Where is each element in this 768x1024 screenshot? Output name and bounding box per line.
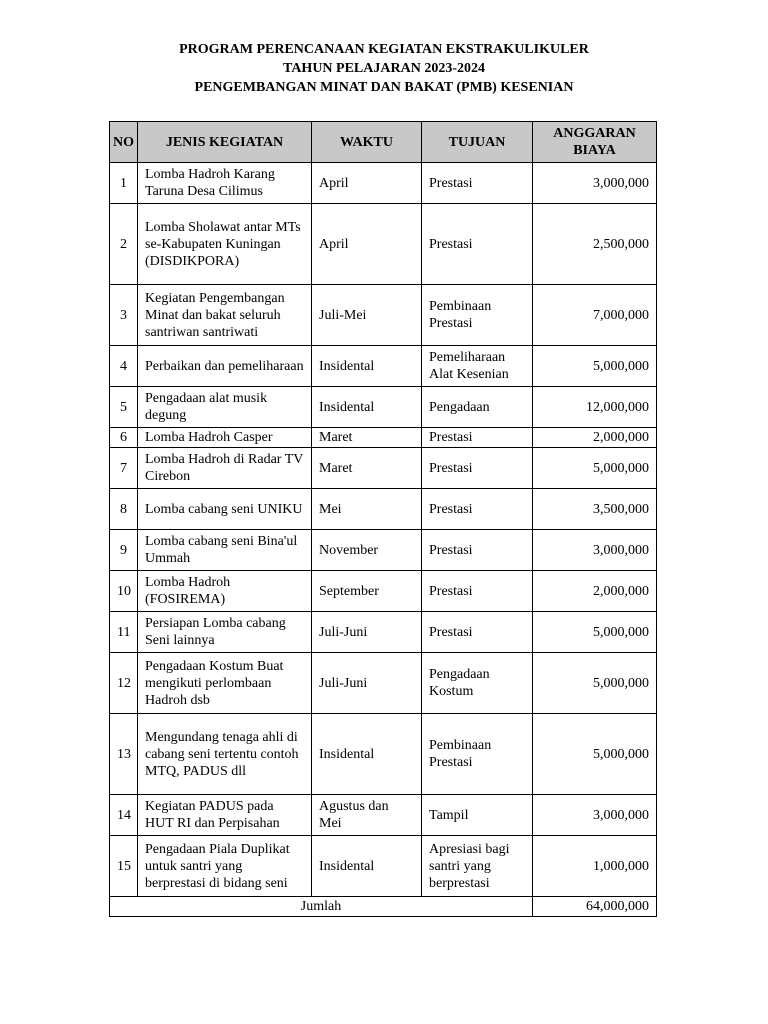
title-line-3: PENGEMBANGAN MINAT DAN BAKAT (PMB) KESENIAN [194, 80, 574, 95]
cell-no: 3 [110, 285, 138, 346]
table-row [110, 387, 657, 428]
cell-tujuan: Prestasi [422, 163, 533, 204]
cell-tujuan: Apresiasi bagi santri yang berprestasi [422, 836, 533, 897]
cell-no: 11 [110, 612, 138, 653]
cell-jenis-kegiatan: Persiapan Lomba cabang Seni lainnya [138, 612, 312, 653]
cell-no: 12 [110, 653, 138, 714]
table-row [110, 653, 657, 714]
cell-tujuan: Pembinaan Prestasi [422, 285, 533, 346]
cell-no: 7 [110, 448, 138, 489]
cell-tujuan: Pembinaan Prestasi [422, 714, 533, 795]
total-amount: 64,000,000 [533, 897, 657, 917]
table-row [110, 836, 657, 897]
cell-tujuan: Prestasi [422, 571, 533, 612]
cell-waktu: September [312, 571, 422, 612]
cell-tujuan: Pemeliharaan Alat Kesenian [422, 346, 533, 387]
table-row [110, 163, 657, 204]
title-line-2: TAHUN PELAJARAN 2023-2024 [283, 61, 485, 76]
cell-anggaran-biaya: 5,000,000 [533, 448, 657, 489]
cell-anggaran-biaya: 5,000,000 [533, 612, 657, 653]
header-anggaran-biaya: ANGGARAN BIAYA [533, 122, 657, 163]
cell-jenis-kegiatan: Lomba Hadroh Karang Taruna Desa Cilimus [138, 163, 312, 204]
table-header-row [110, 122, 657, 163]
cell-jenis-kegiatan: Pengadaan alat musik degung [138, 387, 312, 428]
cell-jenis-kegiatan: Mengundang tenaga ahli di cabang seni tertentu contoh MTQ, PADUS dll [138, 714, 312, 795]
cell-anggaran-biaya: 3,000,000 [533, 163, 657, 204]
table-row [110, 448, 657, 489]
cell-no: 5 [110, 387, 138, 428]
cell-jenis-kegiatan: Kegiatan PADUS pada HUT RI dan Perpisahan [138, 795, 312, 836]
cell-jenis-kegiatan: Lomba Hadroh Casper [138, 428, 312, 448]
cell-anggaran-biaya: 2,500,000 [533, 204, 657, 285]
cell-anggaran-biaya: 2,000,000 [533, 428, 657, 448]
table-row [110, 428, 657, 448]
cell-waktu: April [312, 163, 422, 204]
cell-anggaran-biaya: 2,000,000 [533, 571, 657, 612]
budget-table [109, 121, 657, 917]
cell-jenis-kegiatan: Lomba Hadroh di Radar TV Cirebon [138, 448, 312, 489]
cell-no: 6 [110, 428, 138, 448]
cell-anggaran-biaya: 1,000,000 [533, 836, 657, 897]
cell-waktu: Insidental [312, 836, 422, 897]
table-body [110, 163, 657, 897]
cell-anggaran-biaya: 3,500,000 [533, 489, 657, 530]
cell-tujuan: Prestasi [422, 612, 533, 653]
total-label: Jumlah [110, 897, 533, 917]
table-row [110, 714, 657, 795]
cell-no: 1 [110, 163, 138, 204]
cell-waktu: Insidental [312, 346, 422, 387]
cell-jenis-kegiatan: Pengadaan Piala Duplikat untuk santri yang berprestasi di bidang seni [138, 836, 312, 897]
cell-no: 10 [110, 571, 138, 612]
cell-waktu: Agustus dan Mei [312, 795, 422, 836]
cell-no: 14 [110, 795, 138, 836]
header-jenis-kegiatan: JENIS KEGIATAN [138, 122, 312, 163]
cell-tujuan: Prestasi [422, 489, 533, 530]
table-row [110, 612, 657, 653]
table-row [110, 204, 657, 285]
header-no: NO [110, 122, 138, 163]
cell-anggaran-biaya: 5,000,000 [533, 653, 657, 714]
cell-waktu: April [312, 204, 422, 285]
cell-waktu: Insidental [312, 714, 422, 795]
cell-tujuan: Pengadaan [422, 387, 533, 428]
table-row [110, 530, 657, 571]
cell-no: 8 [110, 489, 138, 530]
table-row [110, 346, 657, 387]
cell-tujuan: Prestasi [422, 448, 533, 489]
cell-waktu: Insidental [312, 387, 422, 428]
cell-waktu: Maret [312, 428, 422, 448]
cell-waktu: Maret [312, 448, 422, 489]
cell-tujuan: Tampil [422, 795, 533, 836]
cell-anggaran-biaya: 12,000,000 [533, 387, 657, 428]
cell-anggaran-biaya: 3,000,000 [533, 530, 657, 571]
cell-jenis-kegiatan: Kegiatan Pengembangan Minat dan bakat seluruh santriwan santriwati [138, 285, 312, 346]
cell-tujuan: Prestasi [422, 428, 533, 448]
cell-no: 13 [110, 714, 138, 795]
cell-anggaran-biaya: 5,000,000 [533, 346, 657, 387]
cell-no: 9 [110, 530, 138, 571]
document-title [0, 40, 768, 97]
cell-waktu: Juli-Mei [312, 285, 422, 346]
cell-waktu: Juli-Juni [312, 653, 422, 714]
cell-tujuan: Prestasi [422, 530, 533, 571]
cell-tujuan: Pengadaan Kostum [422, 653, 533, 714]
cell-tujuan: Prestasi [422, 204, 533, 285]
table-row [110, 795, 657, 836]
header-tujuan: TUJUAN [422, 122, 533, 163]
header-waktu: WAKTU [312, 122, 422, 163]
cell-jenis-kegiatan: Lomba Sholawat antar MTs se-Kabupaten Kuningan (DISDIKPORA) [138, 204, 312, 285]
cell-anggaran-biaya: 5,000,000 [533, 714, 657, 795]
table-row [110, 285, 657, 346]
title-line-1: PROGRAM PERENCANAAN KEGIATAN EKSTRAKULIKULER [179, 42, 589, 57]
cell-no: 15 [110, 836, 138, 897]
cell-waktu: November [312, 530, 422, 571]
cell-jenis-kegiatan: Pengadaan Kostum Buat mengikuti perlombaan Hadroh dsb [138, 653, 312, 714]
cell-anggaran-biaya: 3,000,000 [533, 795, 657, 836]
table-total-row [110, 897, 657, 917]
cell-no: 4 [110, 346, 138, 387]
cell-waktu: Mei [312, 489, 422, 530]
cell-jenis-kegiatan: Lomba cabang seni UNIKU [138, 489, 312, 530]
cell-jenis-kegiatan: Perbaikan dan pemeliharaan [138, 346, 312, 387]
table-row [110, 571, 657, 612]
cell-anggaran-biaya: 7,000,000 [533, 285, 657, 346]
cell-jenis-kegiatan: Lomba Hadroh (FOSIREMA) [138, 571, 312, 612]
cell-waktu: Juli-Juni [312, 612, 422, 653]
cell-no: 2 [110, 204, 138, 285]
table-row [110, 489, 657, 530]
cell-jenis-kegiatan: Lomba cabang seni Bina'ul Ummah [138, 530, 312, 571]
